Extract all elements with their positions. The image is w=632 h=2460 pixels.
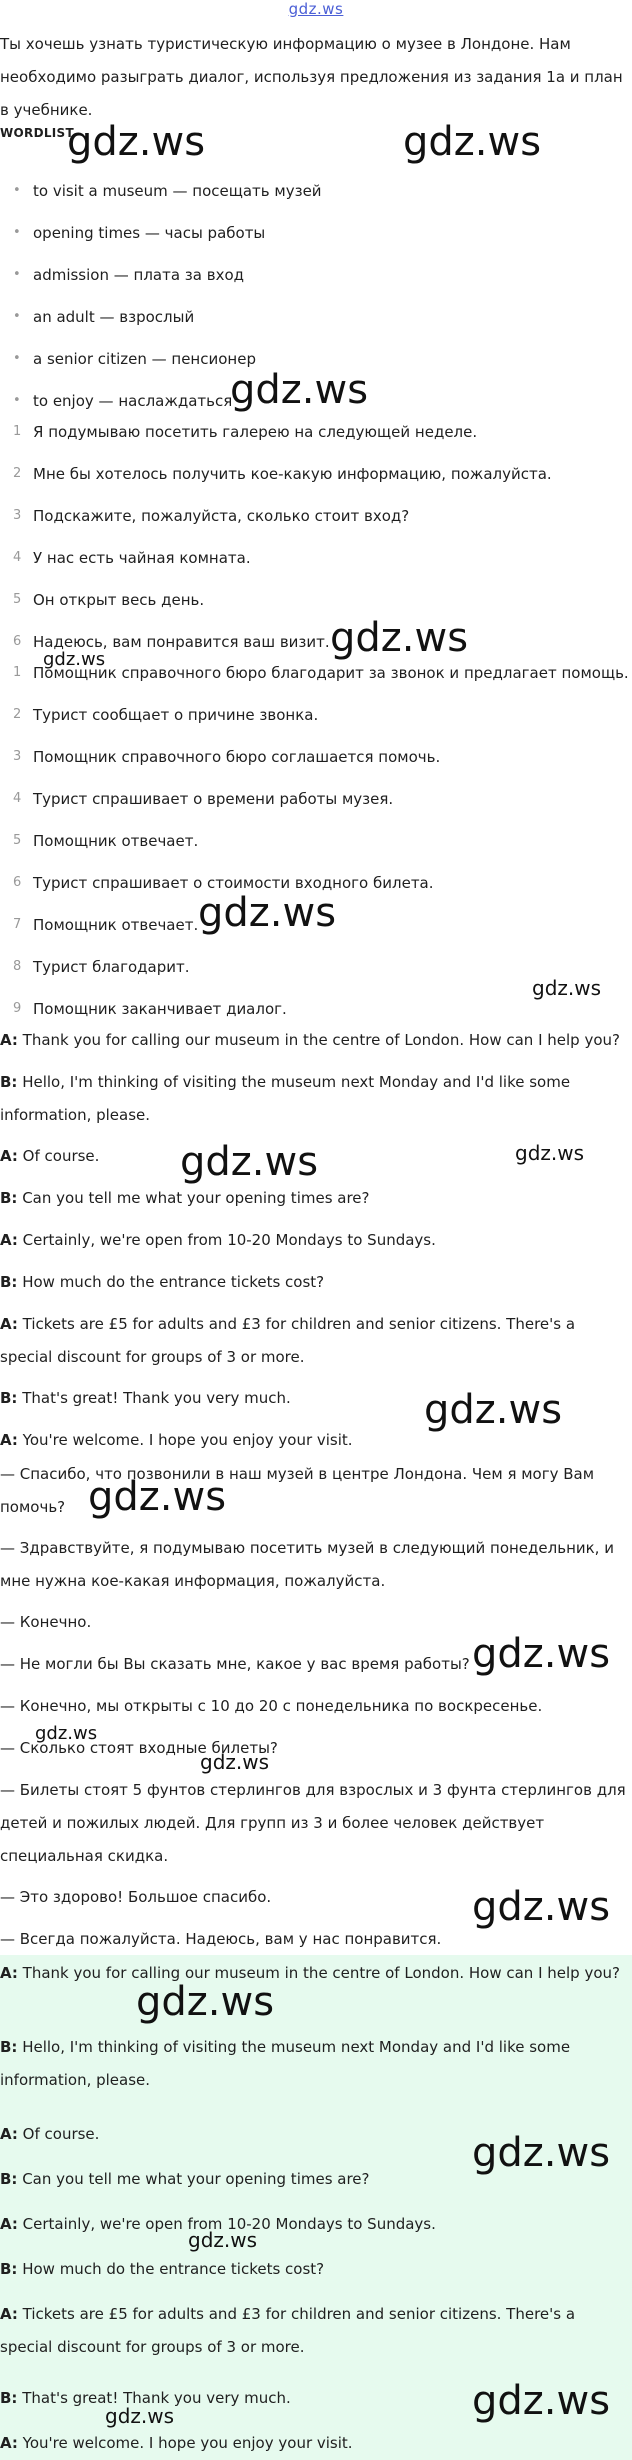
site-logo[interactable]: gdz.ws [288,0,344,18]
plan-item [0,820,632,862]
plan-text: Турист спрашивает о времени работы музея. [33,790,394,808]
plan-text: Турист сообщает о причине звонка. [33,706,319,724]
watermark: gdz.ws [198,890,337,936]
dialogue-line [0,1024,630,1057]
dialogue-text: Of course. [17,2125,100,2143]
list-number: 1 [13,424,22,439]
dialogue-text: Can you tell me what your opening times are? [17,2170,370,2188]
phrase-item [0,453,632,495]
translation-line: — Билеты стоят 5 фунтов стерлингов для взрослых и 3 фунта стерлингов для детей и пожилых людей. Для групп из 3 и более человек действует специальная скидка. [0,1781,626,1865]
list-number: 2 [13,466,22,481]
dialogue-text: Thank you for calling our museum in the centre of London. How can I help you? [17,1031,620,1049]
bullet-icon: • [13,267,21,282]
speaker-label: B: [0,2038,18,2056]
watermark: gdz.ws [472,1631,611,1677]
wordlist-item [0,254,632,296]
dialogue-line [0,1066,630,1132]
plan-item [0,736,632,778]
wordlist-item-text: an adult — взрослый [33,308,195,326]
speaker-label: B: [0,2170,18,2188]
wordlist-item [0,170,632,212]
speaker-label: B: [0,1189,18,1207]
speaker-label: A: [0,1315,18,1333]
list-number: 8 [13,959,22,974]
watermark: gdz.ws [188,2228,258,2252]
dialogue-text: Hello, I'm thinking of visiting the museum next Monday and I'd like some information, please. [0,1073,571,1124]
phrase-text: Надеюсь, вам понравится ваш визит. [33,633,330,651]
speaker-label: A: [0,2215,18,2233]
phrase-item [0,537,632,579]
watermark: gdz.ws [515,1141,585,1165]
dialogue-text: That's great! Thank you very much. [17,1389,291,1407]
dialogue-text: Can you tell me what your opening times are? [17,1189,370,1207]
speaker-label: A: [0,2434,18,2452]
list-number: 7 [13,917,22,932]
watermark: gdz.ws [472,2130,611,2176]
speaker-label: B: [0,1273,18,1291]
list-number: 2 [13,707,22,722]
phrase-item [0,411,632,453]
watermark: gdz.ws [472,2378,611,2424]
watermark: gdz.ws [230,367,369,413]
speaker-label: A: [0,1231,18,1249]
speaker-label: A: [0,1031,18,1049]
answer-line [0,2253,630,2286]
translation-line: — Спасибо, что позвонили в наш музей в центре Лондона. Чем я могу Вам помочь? [0,1465,595,1516]
translation-line: — Конечно. [0,1613,92,1631]
answer-line [0,2298,630,2364]
task-intro: Ты хочешь узнать туристическую информацию о музее в Лондоне. Нам необходимо разыграть диалог, используя предложения из задания 1а и план в учебнике. [0,35,623,119]
speaker-label: A: [0,1964,18,1982]
answer-line [0,1957,630,1990]
watermark: gdz.ws [67,119,206,165]
list-number: 9 [13,1001,22,1016]
dialogue-text: How much do the entrance tickets cost? [17,2260,325,2278]
list-number: 1 [13,665,22,680]
bullet-icon: • [13,225,21,240]
translation-line: — Сколько стоят входные билеты? [0,1739,278,1757]
list-number: 3 [13,508,22,523]
dialogue-text: Thank you for calling our museum in the centre of London. How can I help you? [17,1964,620,1982]
phrase-text: Я подумываю посетить галерею на следующей неделе. [33,423,478,441]
phrase-item [0,579,632,621]
bullet-icon: • [13,351,21,366]
answer-line [0,2427,630,2460]
watermark: gdz.ws [180,1139,319,1185]
wordlist-item-text: a senior citizen — пенсионер [33,350,256,368]
speaker-label: A: [0,1147,18,1165]
list-number: 4 [13,791,22,806]
phrase-text: Подскажите, пожалуйста, сколько стоит вход? [33,507,410,525]
dialogue-line [0,1224,630,1257]
speaker-label: A: [0,2305,18,2323]
dialogue-text: Certainly, we're open from 10-20 Mondays to Sundays. [17,2215,436,2233]
dialogue-line [0,1266,630,1299]
watermark: gdz.ws [43,649,106,670]
dialogue-text: Tickets are £5 for adults and £3 for children and senior citizens. There's a special discount for groups of 3 or more. [0,1315,576,1366]
watermark: gdz.ws [136,1979,275,2025]
phrase-item [0,495,632,537]
bullet-icon: • [13,393,21,408]
wordlist-item-text: to enjoy — наслаждаться [33,392,233,410]
dialogue-text: Of course. [17,1147,100,1165]
watermark: gdz.ws [88,1474,227,1520]
plan-text: Турист благодарит. [33,958,190,976]
bullet-icon: • [13,309,21,324]
watermark: gdz.ws [105,2404,175,2428]
dialogue-line [0,1308,630,1374]
watermark: gdz.ws [403,119,542,165]
watermark: gdz.ws [424,1387,563,1433]
list-number: 6 [13,875,22,890]
wordlist-item-text: opening times — часы работы [33,224,266,242]
plan-item [0,694,632,736]
speaker-label: B: [0,1073,18,1091]
speaker-label: A: [0,2125,18,2143]
plan-item [0,778,632,820]
list-number: 4 [13,550,22,565]
speaker-label: B: [0,2260,18,2278]
phrase-text: У нас есть чайная комната. [33,549,251,567]
phrase-text: Он открыт весь день. [33,591,205,609]
plan-text: Помощник отвечает. [33,916,199,934]
translation-line: — Не могли бы Вы сказать мне, какое у вас время работы? [0,1655,470,1673]
plan-text: Турист спрашивает о стоимости входного билета. [33,874,434,892]
wordlist-item [0,212,632,254]
plan-text: Помощник отвечает. [33,832,199,850]
translation-line: — Всегда пожалуйста. Надеюсь, вам у нас понравится. [0,1930,442,1948]
watermark: gdz.ws [200,1750,270,1774]
dialogue-text: You're welcome. I hope you enjoy your visit. [17,1431,353,1449]
plan-text: Помощник справочного бюро соглашается помочь. [33,748,441,766]
speaker-label: A: [0,1431,18,1449]
wordlist-heading: WORDLIST [0,126,74,140]
dialogue-text: How much do the entrance tickets cost? [17,1273,325,1291]
list-number: 6 [13,634,22,649]
list-number: 5 [13,833,22,848]
wordlist-item-text: to visit a museum — посещать музей [33,182,322,200]
bullet-icon: • [13,183,21,198]
plan-text: Помощник заканчивает диалог. [33,1000,287,1018]
watermark: gdz.ws [35,1723,98,1744]
watermark: gdz.ws [472,1884,611,1930]
speaker-label: B: [0,2389,18,2407]
dialogue-text: You're welcome. I hope you enjoy your visit. [17,2434,353,2452]
list-number: 5 [13,592,22,607]
translation-line: — Конечно, мы открыты с 10 до 20 с понедельника по воскресенье. [0,1697,543,1715]
dialogue-text: Tickets are £5 for adults and £3 for children and senior citizens. There's a special discount for groups of 3 or more. [0,2305,576,2356]
watermark: gdz.ws [330,615,469,661]
phrase-text: Мне бы хотелось получить кое-какую информацию, пожалуйста. [33,465,552,483]
dialogue-text: Certainly, we're open from 10-20 Mondays to Sundays. [17,1231,436,1249]
list-number: 3 [13,749,22,764]
dialogue-text: Hello, I'm thinking of visiting the museum next Monday and I'd like some information, please. [0,2038,571,2089]
plan-text: Помощник справочного бюро благодарит за звонок и предлагает помощь. [33,664,629,682]
translation-line: — Это здорово! Большое спасибо. [0,1888,272,1906]
wordlist-item-text: admission — плата за вход [33,266,244,284]
speaker-label: B: [0,1389,18,1407]
answer-line [0,2208,630,2241]
watermark: gdz.ws [532,976,602,1000]
dialogue-text: That's great! Thank you very much. [17,2389,291,2407]
answer-line [0,2031,630,2097]
translation-line: — Здравствуйте, я подумываю посетить музей в следующий понедельник, и мне нужна кое-какая информация, пожалуйста. [0,1539,614,1590]
wordlist-item [0,296,632,338]
dialogue-line [0,1182,630,1215]
